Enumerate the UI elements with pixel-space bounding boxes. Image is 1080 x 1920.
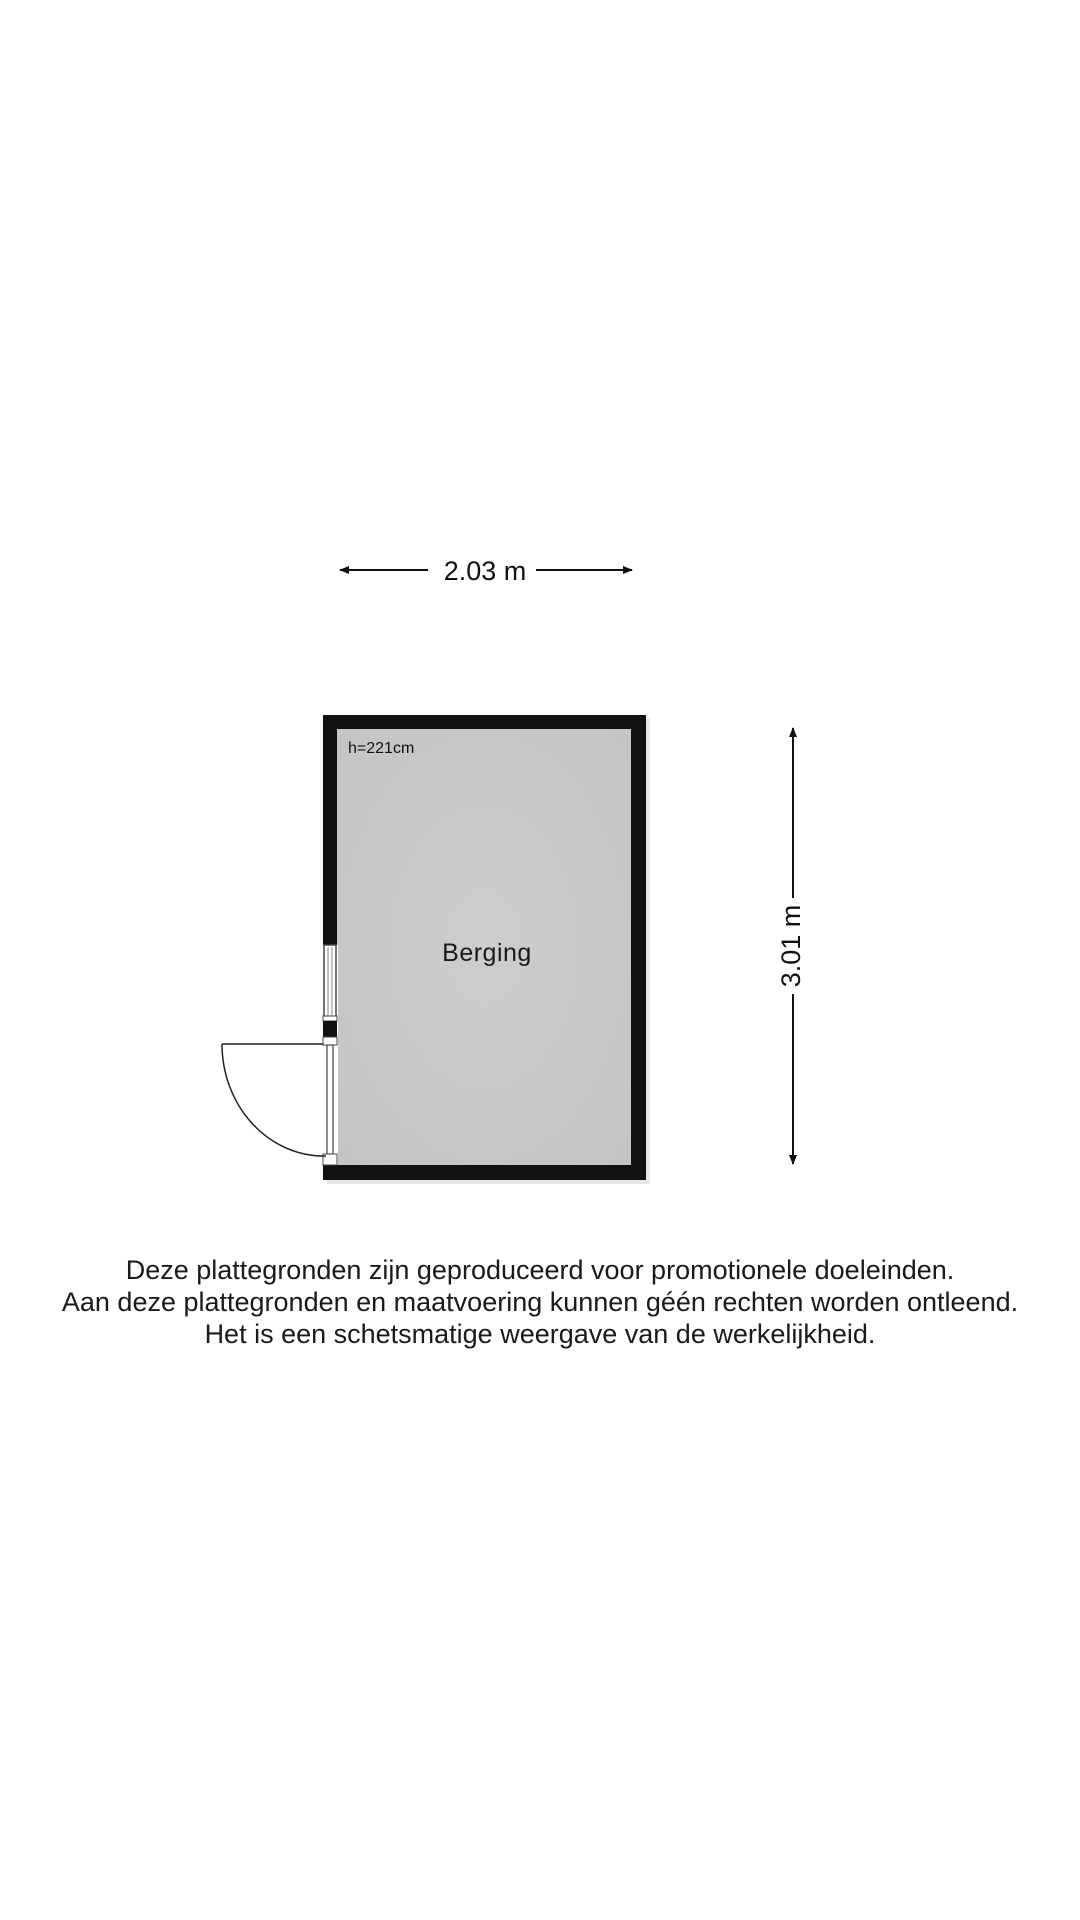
disclaimer-line-1: Deze plattegronden zijn geproduceerd voor promotionele doeleinden. (125, 1255, 955, 1285)
door-leaf (327, 1045, 333, 1154)
disclaimer-line-3: Het is een schetsmatige weergave van de werkelijkheid. (204, 1319, 876, 1349)
window-frame (324, 945, 336, 1018)
door-frame-top (323, 1037, 337, 1045)
width-dimension-label: 2.03 m (443, 556, 527, 586)
window-sill-block (323, 1016, 337, 1021)
disclaimer-line-2: Aan deze plattegronden en maatvoering kunnen géén rechten worden ontleend. (61, 1287, 1019, 1317)
room-height-label: h=221cm (348, 740, 415, 757)
width-dimension (340, 556, 632, 586)
left-wall-openings (222, 945, 338, 1165)
room-name-label: Berging (442, 939, 532, 967)
disclaimer (0, 1254, 1080, 1350)
wall-pier (323, 1021, 337, 1037)
depth-dimension-label: 3.01 m (776, 904, 807, 988)
depth-dimension (776, 728, 806, 1164)
door-swing-arc (222, 1044, 326, 1156)
